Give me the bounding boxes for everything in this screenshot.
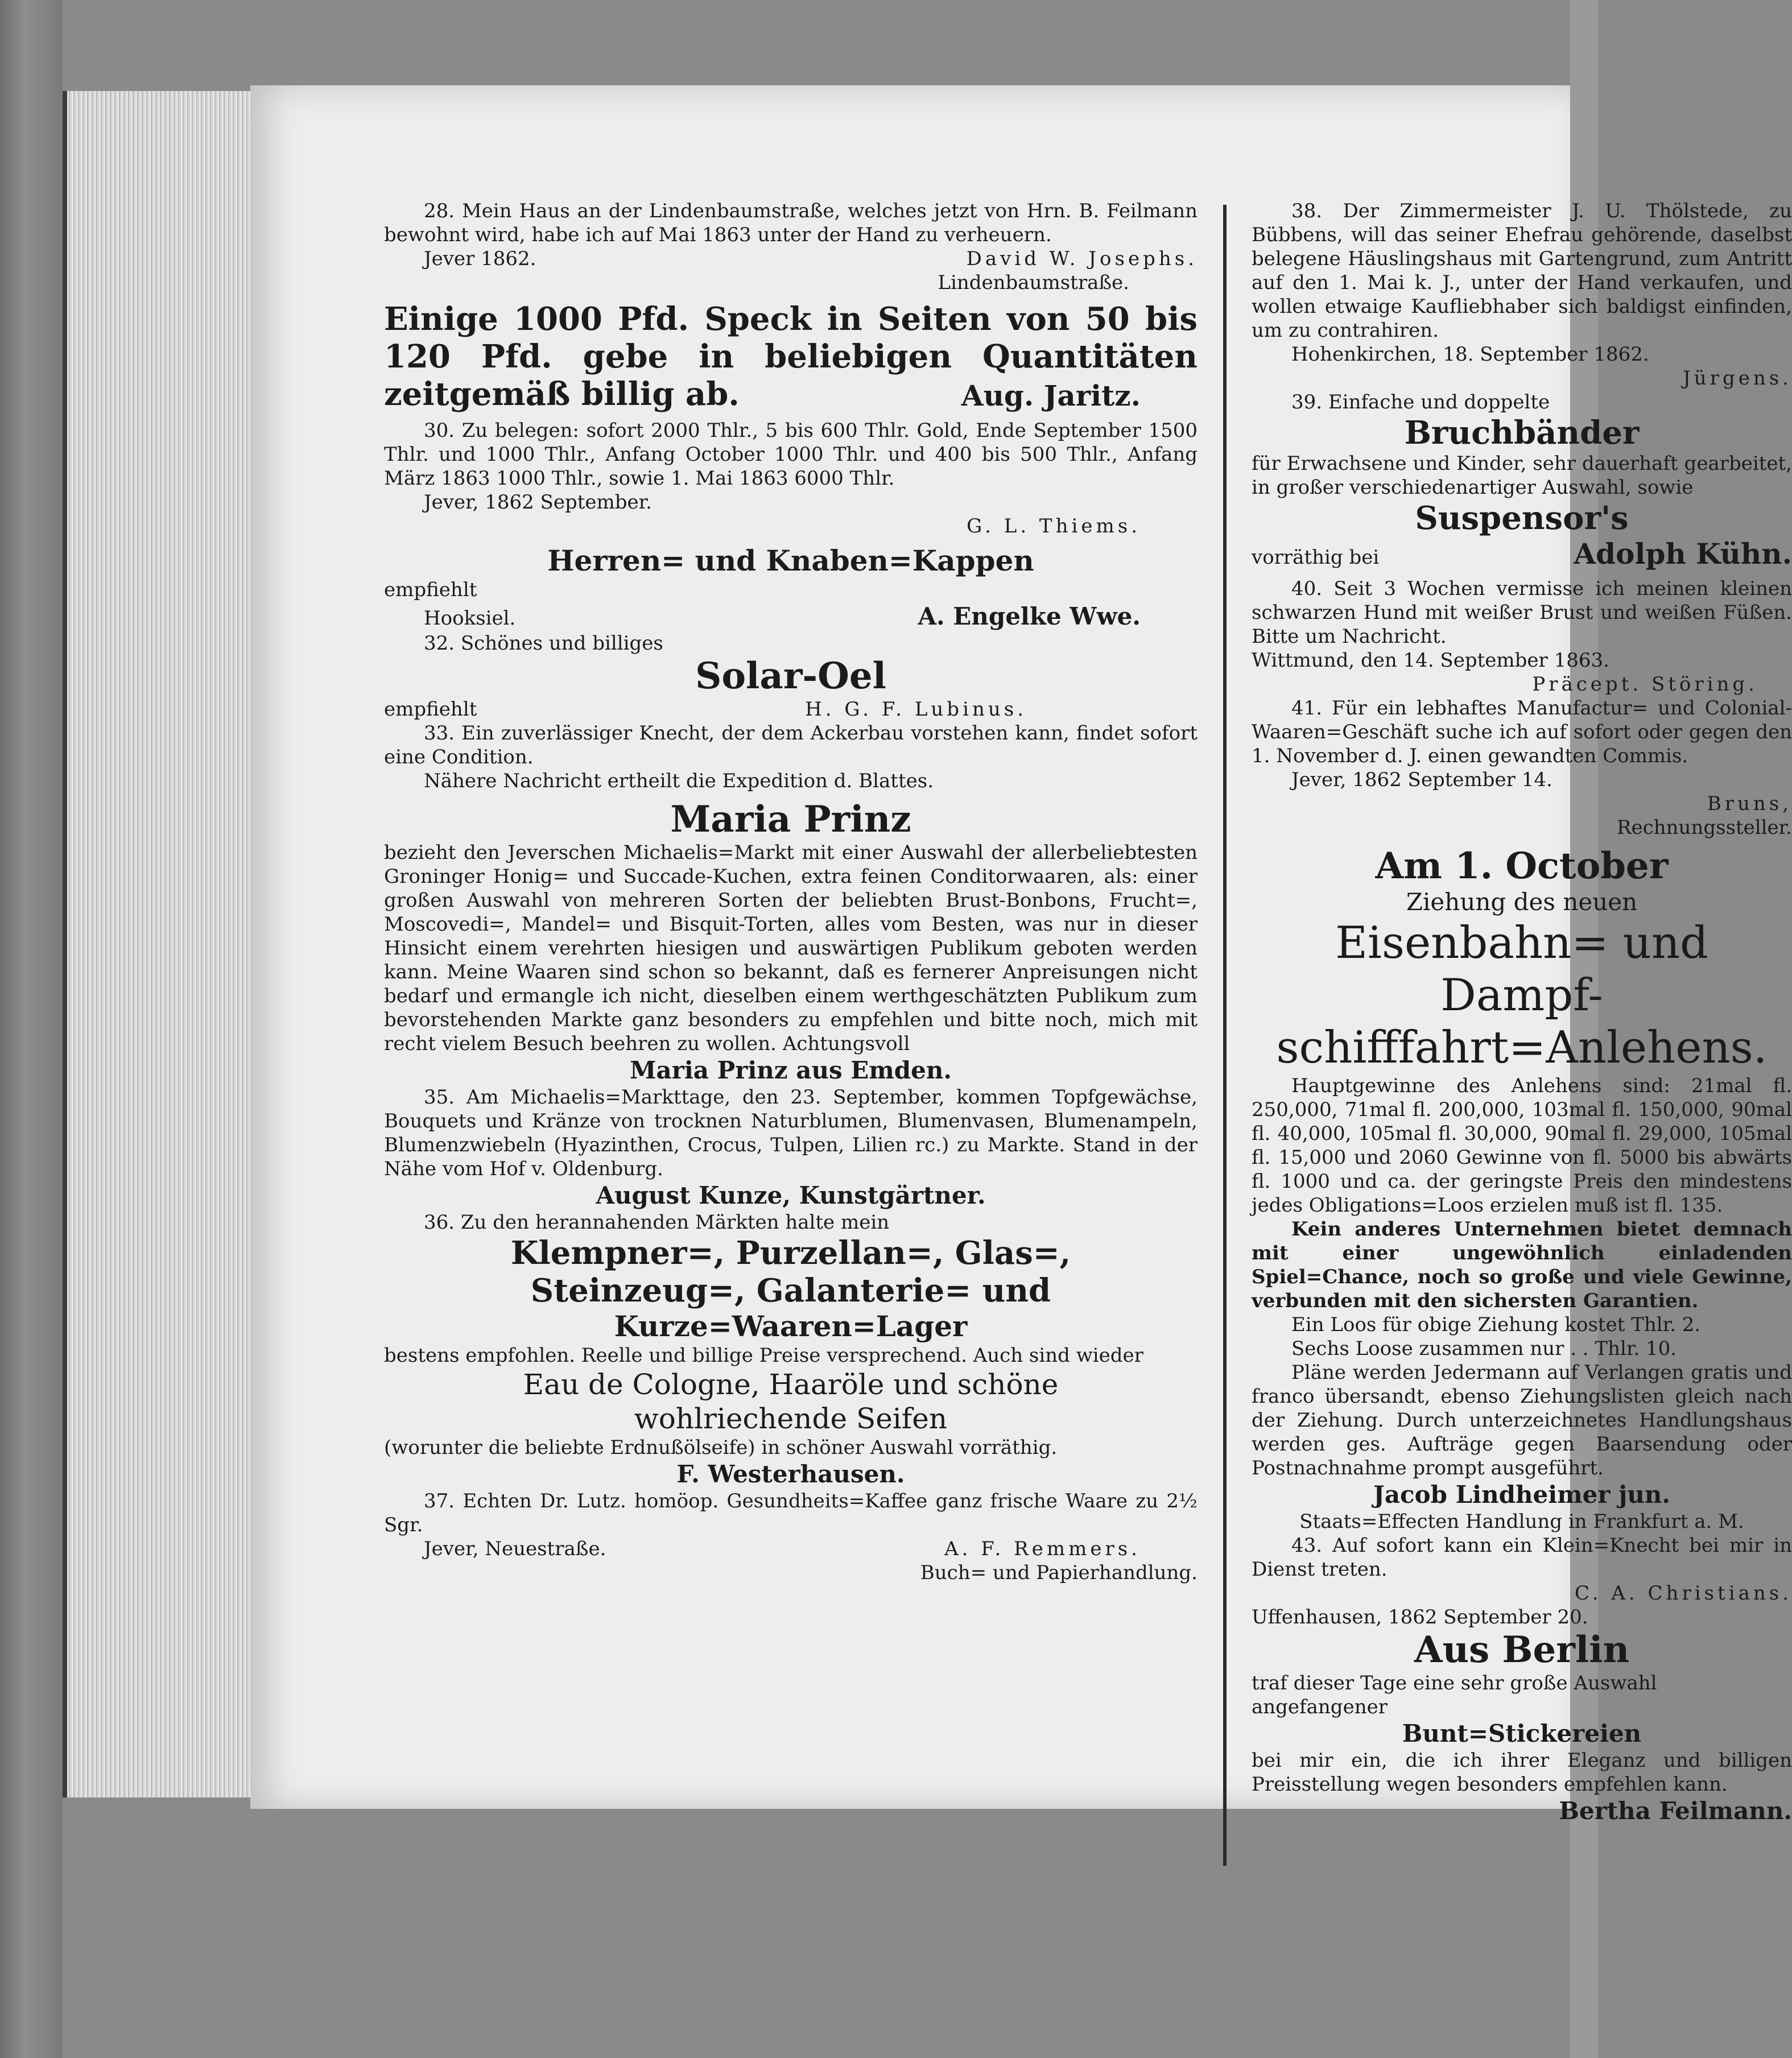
ad-36-intro: 36. Zu den herannahenden Märkten halte mein — [424, 1211, 890, 1234]
bruchbaender-headline: Bruchbänder — [1404, 414, 1640, 452]
ad-30-name: G. L. Thiems. — [967, 515, 1141, 538]
spacer — [384, 538, 1198, 544]
ad-39-text: für Erwachsene und Kinder, sehr dauerhaft gearbeitet, in großer verschiedenartiger Auswahl, sowie — [1252, 452, 1792, 499]
lottery-sub: Ziehung des neuen — [1406, 888, 1638, 916]
ad-38-text: 38. Der Zimmermeister J. U. Thölstede, zu Bübbens, will das seiner Ehefrau gehörende, daselbst belegene Häuslingshaus mit Gartengrund, zum Antritt auf den 1. Mai k. J., unter der Hand verkaufen, und wollen etwaige Kaufliebhaber sich baldigst einfinden, um zu contrahiren. — [1252, 200, 1792, 342]
berlin-text: traf dieser Tage eine sehr große Auswahl angefangener — [1252, 1672, 1657, 1718]
spacer — [384, 413, 1198, 419]
speck-headline: Einige 1000 Pfd. Speck in Seiten von 50 bis 120 Pfd. gebe in beliebigen Quantitäten zeitgemäß billig ab. — [384, 300, 1198, 413]
ad-33 — [384, 721, 1198, 793]
spacer — [1252, 571, 1792, 577]
lottery-business: Staats=Effecten Handlung in Frankfurt a. M. — [1299, 1510, 1744, 1533]
ad-41 — [1252, 696, 1792, 840]
ad-32 — [384, 631, 1198, 721]
speck-name: Aug. Jaritz. — [961, 379, 1141, 412]
berlin-headline: Aus Berlin — [1414, 1629, 1630, 1671]
ad-35-text: 35. Am Michaelis=Markttage, den 23. September, kommen Topfgewächse, Bouquets und Kränze von trocknen Naturblumen, Blumenvasen, Blumenampeln, Blumenzwiebeln (Hyazinthen, Crocus, Tulpen, Lilien rc.) zu Markte. Stand in der Nähe vom Hof v. Oldenburg. — [384, 1086, 1198, 1180]
ad-39-intro: 39. Einfache und doppelte — [1291, 391, 1550, 414]
right-column — [1252, 199, 1792, 1826]
ad-28-place: Jever 1862. — [424, 247, 536, 270]
ad-39 — [1252, 390, 1792, 571]
kappen-empfiehlt: empfiehlt — [384, 578, 477, 601]
berlin-text-2: bei mir ein, die ich ihrer Eleganz und billigen Preisstellung wegen besonders empfehlen kann. — [1252, 1749, 1792, 1796]
ad-36-name: F. Westerhausen. — [676, 1460, 905, 1488]
solar-oel-headline: Solar-Oel — [695, 655, 886, 697]
ad-41-text: 41. Für ein lebhaftes Manufactur= und Colonial-Waaren=Geschäft suche ich auf sofort oder gegen den 1. November d. J. einen gewandten Commis. — [1252, 697, 1792, 767]
ad-43 — [1252, 1534, 1792, 1629]
lottery-name: Jacob Lindheimer jun. — [1373, 1481, 1671, 1509]
ad-37-name: A. F. Remmers. — [944, 1538, 1141, 1560]
maria-prinz-headline: Maria Prinz — [670, 798, 911, 841]
ad-32-signature-row — [384, 697, 1198, 721]
ad-speck — [384, 300, 1198, 413]
berlin-name: Bertha Feilmann. — [1559, 1797, 1792, 1825]
ad-30 — [384, 419, 1198, 538]
lottery-bold: Kein anderes Unternehmen bietet demnach mit einer ungewöhnlich einladenden Spiel=Chance, noch so große und viele Gewinne, verbunden mit den sichersten Garantien. — [1252, 1218, 1792, 1312]
ad-36-text: bestens empfohlen. Reelle und billige Preise versprechend. Auch sind wieder — [384, 1344, 1143, 1367]
ad-kappen — [384, 544, 1198, 631]
lottery-text: Hauptgewinne des Anlehens sind: 21mal fl. 250,000, 71mal fl. 200,000, 103mal fl. 150,000, 90mal fl. 40,000, 105mal fl. 30,000, 90mal fl. 29,000, 105mal fl. 15,000 und 2060 Gewinne von fl. 5000 bis abwärts fl. 1000 und ca. der geringste Preis den mindestens jedes Obligations=Loos erzielen muß ist fl. 135. — [1252, 1075, 1792, 1217]
ad-maria-prinz — [384, 799, 1198, 1085]
ad-38-name: Jürgens. — [1683, 367, 1792, 390]
ad-43-place: Uffenhausen, 1862 September 20. — [1252, 1606, 1588, 1629]
ad-36-headline-5: wohlriechende Seifen — [634, 1402, 948, 1435]
kappen-place: Hooksiel. — [424, 607, 516, 630]
ad-28-street: Lindenbaumstraße. — [938, 271, 1129, 294]
ad-38 — [1252, 199, 1792, 390]
ad-28 — [384, 199, 1198, 295]
ad-32-intro: 32. Schönes und billiges — [424, 632, 663, 655]
ad-33-text: 33. Ein zuverlässiger Knecht, der dem Ackerbau vorstehen kann, findet sofort eine Condition. — [384, 722, 1198, 768]
ad-41-name: Bruns, — [1707, 792, 1792, 815]
ad-40 — [1252, 577, 1792, 696]
ad-30-text: 30. Zu belegen: sofort 2000 Thlr., 5 bis 600 Thlr. Gold, Ende September 1500 Thlr. und 1000 Thlr., Anfang October 1000 Thlr. und 400 bis 500 Thlr., Anfang März 1863 1000 Thlr., sowie 1. Mai 1863 6000 Thlr. — [384, 419, 1198, 490]
ad-36 — [384, 1210, 1198, 1489]
lottery-price-2: Sechs Loose zusammen nur . . Thlr. 10. — [1291, 1337, 1677, 1360]
maria-prinz-text: bezieht den Jeverschen Michaelis=Markt mit einer Auswahl der allerbeliebtesten Groninger Honig= und Succade-Kuchen, extra feinen Conditorwaaren, als: einer großen Auswahl von mehreren Sorten der beliebten Brust-Bonbons, Frucht=, Moscovedi=, Mandel= und Bisquit-Torten, alles vom Besten, was nur in dieser Hinsicht einem verehrten hiesigen und auswärtigen Publikum geboten werden kann. Meine Waaren sind schon so bekannt, daß es fernerer Anpreisungen nicht bedarf und ermangle ich nicht, dieselben einem werthgeschätzten Publikum zum bevorstehenden Markte ganz besonders zu empfehlen und bitte noch, mich mit recht vielem Besuch beehren zu wollen. Achtungsvoll — [384, 841, 1198, 1055]
ad-37-text: 37. Echten Dr. Lutz. homöop. Gesundheits=Kaffee ganz frische Waare zu 2½ Sgr. — [384, 1490, 1198, 1536]
ad-33-note: Nähere Nachricht ertheilt die Expedition d. Blattes. — [424, 770, 934, 792]
ad-37-place: Jever, Neuestraße. — [424, 1538, 606, 1560]
berlin-headline-2: Bunt=Stickereien — [1402, 1720, 1642, 1747]
ad-41-place: Jever, 1862 September 14. — [1291, 768, 1552, 791]
ad-41-title: Rechnungssteller. — [1617, 816, 1792, 839]
lottery-price-1: Ein Loos für obige Ziehung kostet Thlr. 2. — [1291, 1313, 1701, 1336]
ad-40-place: Wittmund, den 14. September 1863. — [1252, 649, 1609, 672]
ad-37-business: Buch= und Papierhandlung. — [920, 1561, 1198, 1584]
left-column — [384, 199, 1198, 1585]
lottery-headline-3: schifffahrt=Anlehens. — [1276, 1022, 1768, 1073]
ad-36-text-2: (worunter die beliebte Erdnußölseife) in schöner Auswahl vorräthig. — [384, 1436, 1058, 1459]
ad-28-name: David W. Josephs. — [966, 247, 1198, 270]
maria-prinz-signature: Maria Prinz aus Emden. — [629, 1056, 952, 1084]
ad-berlin — [1252, 1629, 1792, 1826]
ad-39-signature-row — [1252, 537, 1792, 571]
suspensors-headline: Suspensor's — [1415, 499, 1629, 537]
ad-39-name: Adolph Kühn. — [1574, 537, 1792, 571]
ad-40-name: Präcept. Störing. — [1532, 673, 1758, 696]
ad-36-headline-2: Steinzeug=, Galanterie= und — [530, 1272, 1051, 1309]
ad-30-place: Jever, 1862 September. — [424, 491, 652, 514]
ad-36-headline-4: Eau de Cologne, Haaröle und schöne — [523, 1368, 1059, 1401]
ad-43-text: 43. Auf sofort kann ein Klein=Knecht bei mir in Dienst treten. — [1252, 1534, 1792, 1581]
ad-lottery — [1252, 845, 1792, 1534]
ad-40-text: 40. Seit 3 Wochen vermisse ich meinen kleinen schwarzen Hund mit weißer Brust und weißen Füßen. Bitte um Nachricht. — [1252, 577, 1792, 648]
ad-28-text: 28. Mein Haus an der Lindenbaumstraße, welches jetzt von Hrn. B. Feilmann bewohnt wird, habe ich auf Mai 1863 unter der Hand zu verheuern. — [384, 200, 1198, 246]
ad-28-signature-row — [384, 247, 1198, 271]
kappen-headline: Herren= und Knaben=Kappen — [547, 544, 1034, 577]
ad-37 — [384, 1489, 1198, 1585]
kappen-signature-row — [384, 602, 1198, 631]
ad-37-signature-row — [384, 1537, 1198, 1561]
ad-32-name: H. G. F. Lubinus. — [805, 698, 1027, 721]
ad-36-headline-3: Kurze=Waaren=Lager — [614, 1309, 968, 1343]
ad-35 — [384, 1085, 1198, 1210]
ad-39-vorraethig: vorräthig bei — [1252, 546, 1380, 569]
column-rule — [1223, 205, 1227, 1866]
kappen-name: A. Engelke Wwe. — [918, 602, 1141, 630]
lottery-headline-2: Eisenbahn= und Dampf- — [1335, 918, 1708, 1021]
page-stack — [63, 91, 255, 1797]
lottery-headline: Am 1. October — [1375, 845, 1669, 887]
ad-38-place: Hohenkirchen, 18. September 1862. — [1291, 343, 1649, 366]
ad-35-name: August Kunze, Kunstgärtner. — [596, 1181, 986, 1209]
spacer — [384, 295, 1198, 300]
newspaper-page — [250, 85, 1792, 1825]
book-cover-edge — [0, 0, 63, 2058]
ad-32-empfiehlt: empfiehlt — [384, 698, 477, 721]
ad-36-headline-1: Klempner=, Purzellan=, Glas=, — [510, 1234, 1071, 1272]
lottery-text-2: Pläne werden Jedermann auf Verlangen gratis und franco übersandt, ebenso Ziehungslisten gleich nach der Ziehung. Durch unterzeichnetes Handlungshaus werden ges. Aufträge gegen Baarsendung oder Postnachnahme prompt ausgeführt. — [1252, 1361, 1792, 1480]
ad-43-name: C. A. Christians. — [1574, 1582, 1792, 1605]
